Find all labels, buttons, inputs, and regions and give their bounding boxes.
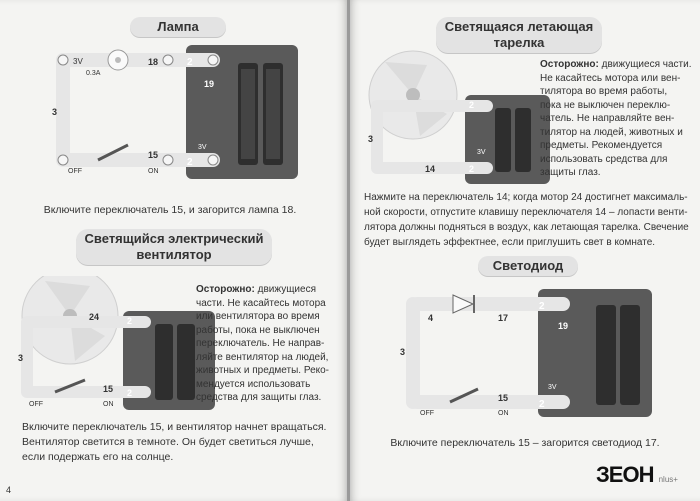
label-3v-top: 3V bbox=[73, 57, 83, 66]
led-title: Светодиод bbox=[478, 256, 578, 276]
label-2-top: 2 bbox=[469, 100, 475, 110]
ufo-body-line: лятора должны подняться в воздух, как летающая тарелка. Свечение bbox=[364, 222, 689, 233]
fan-body-line: если подержать его на солнце. bbox=[22, 451, 174, 463]
label-current: 0.3A bbox=[86, 70, 101, 77]
label-on: ON bbox=[103, 401, 114, 408]
label-15: 15 bbox=[148, 150, 159, 160]
ufo-warning-line: тилятор на людей, животных и bbox=[540, 126, 683, 138]
fan-body-line: Вентилятор светится в темноте. Он будет светиться лучше, bbox=[22, 436, 314, 448]
ufo-title-line1: Светящаяся летающая bbox=[444, 19, 594, 34]
zeon-logo bbox=[596, 462, 678, 488]
label-19: 19 bbox=[204, 79, 215, 89]
lamp-title: Лампа bbox=[130, 17, 226, 37]
label-3: 3 bbox=[52, 107, 58, 117]
label-2-bottom: 2 bbox=[539, 399, 545, 410]
fan-warning-line: средства для защиты глаз. bbox=[196, 392, 322, 403]
ufo-warning-line: Не касайтесь мотора или вен- bbox=[540, 72, 681, 84]
wire-bottom bbox=[410, 395, 570, 409]
fan-warning-line: животных и предметы. Реко- bbox=[196, 365, 330, 376]
ufo-warning-line: пока не выключен переклю- bbox=[540, 99, 671, 111]
label-off: OFF bbox=[29, 401, 43, 408]
fan-warning-line: переключатель. Не направ- bbox=[196, 338, 325, 349]
label-3: 3 bbox=[368, 134, 374, 144]
lamp-circuit-diagram bbox=[48, 45, 298, 179]
wire-left bbox=[406, 297, 420, 409]
wire-top bbox=[373, 100, 493, 112]
fan-body bbox=[22, 420, 342, 465]
led-circuit-diagram bbox=[398, 289, 652, 417]
label-2-bottom: 2 bbox=[469, 164, 475, 174]
label-off: OFF bbox=[68, 168, 82, 175]
label-2-top: 2 bbox=[539, 301, 545, 312]
label-3v-battery: 3V bbox=[198, 144, 207, 151]
fan-warning-line: части. Не касайтесь мотора bbox=[196, 297, 326, 309]
ufo-warning-line: защиты глаз. bbox=[540, 167, 601, 178]
led-caption: Включите переключатель 15 – загорится светодиод 17. bbox=[390, 437, 660, 449]
label-3: 3 bbox=[400, 347, 406, 357]
label-3v-battery: 3V bbox=[548, 384, 557, 391]
fan-warning-line: или вентилятора во время bbox=[196, 311, 320, 322]
label-17: 17 bbox=[498, 313, 509, 323]
fan-warning-line: ляйте вентилятор на людей, bbox=[196, 351, 329, 363]
fan-body-line: Включите переключатель 15, и вентилятор начнет вращаться. bbox=[22, 421, 327, 433]
label-off: OFF bbox=[420, 410, 434, 417]
wire-top bbox=[410, 297, 570, 311]
label-19: 19 bbox=[558, 321, 569, 331]
label-4: 4 bbox=[428, 313, 434, 323]
right-page bbox=[350, 0, 700, 501]
label-18: 18 bbox=[148, 57, 159, 67]
label-on: ON bbox=[148, 168, 159, 175]
left-page bbox=[0, 0, 347, 501]
logo-main: ЗЕОН bbox=[596, 462, 654, 487]
ufo-warning-line: тилятора во время работы, bbox=[540, 86, 668, 97]
wire-top bbox=[60, 53, 220, 67]
fan-warning-bold: Осторожно: bbox=[196, 284, 255, 295]
fan-warning-line: мендуется использовать bbox=[196, 378, 311, 390]
ufo-body bbox=[364, 190, 698, 250]
fan-title bbox=[76, 229, 272, 265]
wire-bottom bbox=[60, 153, 220, 167]
lamp-caption: Включите переключатель 15, и загорится лампа 18. bbox=[43, 204, 297, 216]
ufo-title-line2: тарелка bbox=[493, 35, 545, 50]
ufo-circuit-diagram bbox=[365, 50, 550, 184]
fan-warning-line: работы, пока не выключен bbox=[196, 324, 320, 336]
label-24: 24 bbox=[89, 312, 100, 322]
logo-sub: nlus+ bbox=[658, 475, 678, 484]
ufo-warning-bold: Осторожно: bbox=[540, 59, 599, 70]
ufo-warning-line: чатель. Не направляйте вен- bbox=[540, 113, 675, 124]
fan-title-line1: Светящийся электрический bbox=[84, 231, 264, 246]
fan-warning bbox=[196, 283, 346, 405]
page-number: 4 bbox=[6, 485, 12, 495]
label-15: 15 bbox=[103, 384, 114, 394]
ufo-warning-line: движущиеся части. bbox=[598, 59, 692, 70]
ufo-body-line: ной скорости, отпустите клавишу переключателя 14 – лопасти венти- bbox=[364, 207, 688, 218]
ufo-body-line: будет выглядеть эффектнее, если приглушить свет в комнате. bbox=[364, 237, 656, 248]
ufo-warning-line: использовать средства для bbox=[540, 153, 668, 165]
label-14: 14 bbox=[425, 164, 436, 174]
label-on: ON bbox=[498, 410, 509, 417]
label-2-top: 2 bbox=[127, 316, 133, 326]
label-2-top: 2 bbox=[187, 57, 193, 68]
fan-title-line2: вентилятор bbox=[136, 247, 212, 262]
fan-warning-line: движущиеся bbox=[254, 284, 316, 295]
label-15: 15 bbox=[498, 393, 509, 403]
ufo-warning bbox=[540, 58, 696, 180]
fan-circuit-diagram bbox=[15, 276, 215, 410]
ufo-warning-line: предметы. Рекомендуется bbox=[540, 140, 663, 151]
lamp-icon bbox=[108, 50, 128, 70]
wire-left bbox=[56, 53, 70, 167]
label-3: 3 bbox=[18, 353, 24, 363]
label-2-bottom: 2 bbox=[127, 388, 133, 398]
label-3v-battery: 3V bbox=[477, 149, 486, 156]
label-2-bottom: 2 bbox=[187, 157, 193, 168]
ufo-title bbox=[436, 17, 602, 53]
ufo-body-line: Нажмите на переключатель 14; когда мотор 24 достигнет максималь- bbox=[364, 192, 688, 203]
